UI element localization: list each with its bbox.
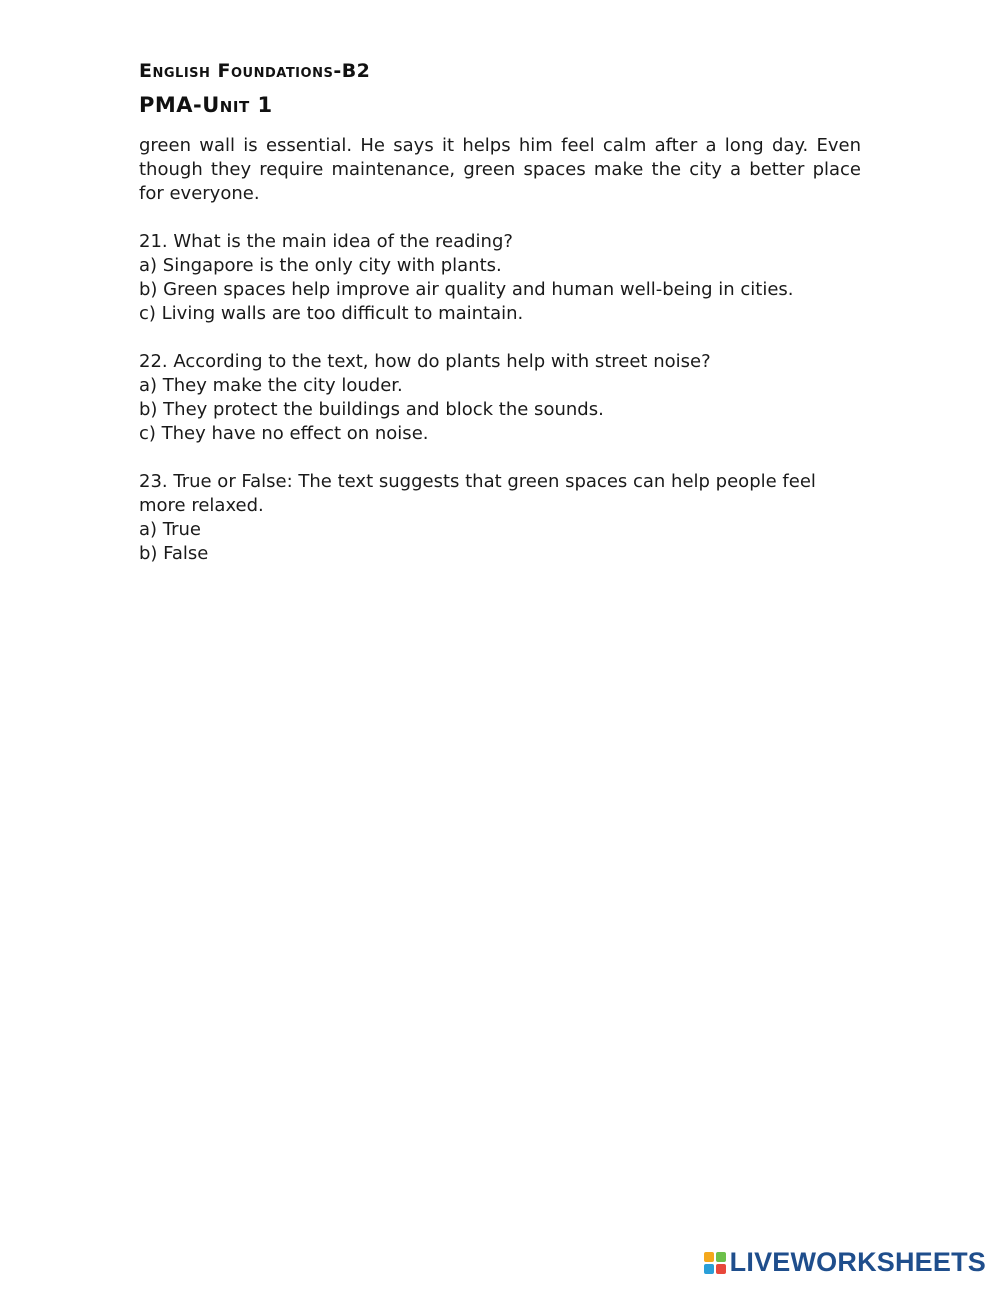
logo-square-3 bbox=[704, 1264, 714, 1274]
liveworksheets-logo-icon bbox=[704, 1252, 726, 1274]
question-23 bbox=[139, 470, 861, 566]
logo-square-4 bbox=[716, 1264, 726, 1274]
question-text: 23. True or False: The text suggests that green spaces can help people feel more relaxed. bbox=[139, 471, 816, 516]
worksheet-content bbox=[139, 134, 861, 566]
logo-square-2 bbox=[716, 1252, 726, 1262]
option-c[interactable]: c) They have no effect on noise. bbox=[139, 423, 429, 444]
option-b[interactable]: b) Green spaces help improve air quality and human well-being in cities. bbox=[139, 279, 794, 300]
question-text: 22. According to the text, how do plants help with street noise? bbox=[139, 351, 711, 372]
option-a[interactable]: a) They make the city louder. bbox=[139, 375, 403, 396]
option-a[interactable]: a) True bbox=[139, 519, 202, 540]
logo-square-1 bbox=[704, 1252, 714, 1262]
question-21 bbox=[139, 230, 861, 326]
reading-paragraph: green wall is essential. He says it helps him feel calm after a long day. Even though they require maintenance, green spaces make the city a better place for everyone. bbox=[139, 135, 861, 204]
liveworksheets-brand bbox=[704, 1247, 986, 1278]
option-a[interactable]: a) Singapore is the only city with plants. bbox=[139, 255, 502, 276]
question-22 bbox=[139, 350, 861, 446]
course-title: English Foundations-B2 bbox=[139, 60, 371, 82]
option-c[interactable]: c) Living walls are too difficult to maintain. bbox=[139, 303, 524, 324]
question-text: 21. What is the main idea of the reading? bbox=[139, 231, 513, 252]
option-b[interactable]: b) They protect the buildings and block the sounds. bbox=[139, 399, 604, 420]
brand-name: LIVEWORKSHEETS bbox=[729, 1247, 986, 1277]
unit-title: PMA-Unit 1 bbox=[139, 92, 273, 117]
document-header bbox=[139, 60, 370, 118]
option-b[interactable]: b) False bbox=[139, 543, 209, 564]
